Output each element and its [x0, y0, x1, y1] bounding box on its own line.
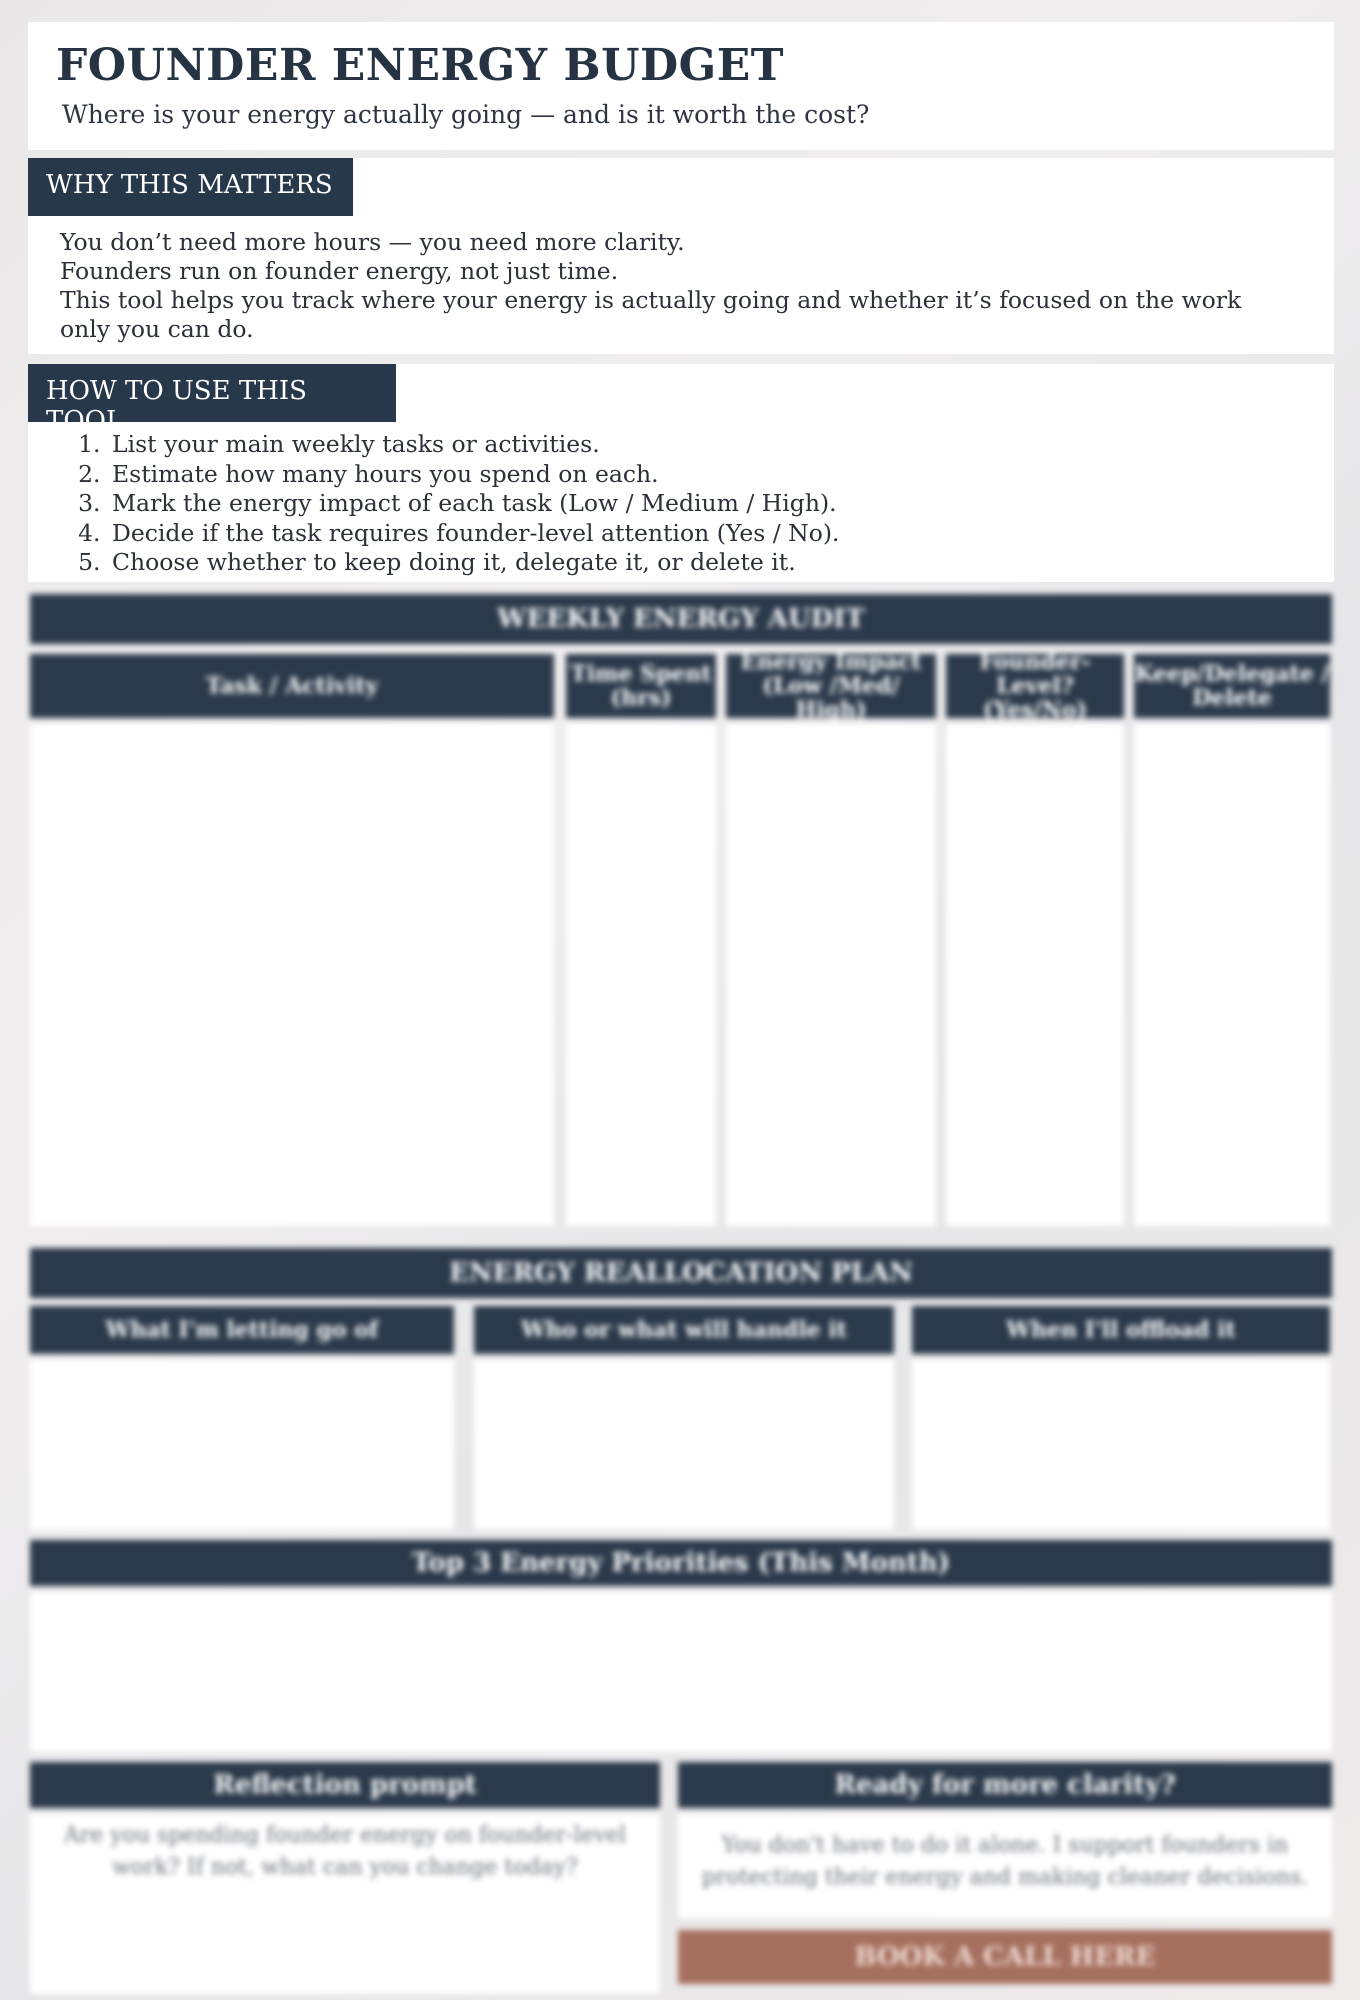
audit-col-action: Keep/Delegate / Delete	[1134, 654, 1330, 718]
book-call-button[interactable]: BOOK A CALL HERE	[678, 1930, 1332, 1984]
audit-col-time: Time Spent (hrs)	[566, 654, 716, 718]
realloc-col-handler: Who or what will handle it	[474, 1306, 894, 1354]
priorities-cell[interactable]	[30, 1592, 1332, 1752]
why-line: This tool helps you track where your energy is actually going and whether it’s focused on the work only you can do.	[60, 286, 1242, 343]
how-heading: HOW TO USE THIS TOOL	[28, 364, 396, 422]
priorities-title-bar: Top 3 Energy Priorities (This Month)	[30, 1540, 1332, 1586]
audit-founder-level-cell[interactable]	[946, 724, 1124, 1226]
header-card	[28, 22, 1334, 150]
audit-energy-cell[interactable]	[726, 724, 936, 1226]
page-subtitle: Where is your energy actually going — and is it worth the cost?	[62, 100, 870, 129]
realloc-col-letting-go: What I'm letting go of	[30, 1306, 454, 1354]
how-step: 2. Estimate how many hours you spend on each.	[108, 460, 840, 490]
audit-col-task: Task / Activity	[30, 654, 554, 718]
realloc-handler-cell[interactable]	[474, 1360, 894, 1530]
clarity-text: You don't have to do it alone. I support founders in protecting their energy and making cleaner decisions.	[701, 1833, 1309, 1890]
why-line: Founders run on founder energy, not just time.	[60, 257, 619, 285]
audit-time-cell[interactable]	[566, 724, 716, 1226]
page-title: FOUNDER ENERGY BUDGET	[56, 40, 784, 91]
why-body	[60, 228, 1274, 344]
audit-col-founder-level: Founder-Level? (Yes/No)	[946, 654, 1124, 718]
audit-task-cell[interactable]	[30, 724, 554, 1226]
how-steps-list	[108, 430, 840, 578]
how-step: 5. Choose whether to keep doing it, delegate it, or delete it.	[108, 548, 840, 578]
why-line: You don’t need more hours — you need more clarity.	[60, 228, 685, 256]
audit-col-energy: Energy Impact (Low /Med/ High)	[726, 654, 936, 718]
realloc-when-cell[interactable]	[912, 1360, 1330, 1530]
reflection-text: Are you spending founder energy on founder-level work? If not, what can you change today?	[63, 1823, 627, 1880]
realloc-col-when: When I'll offload it	[912, 1306, 1330, 1354]
how-step: 3. Mark the energy impact of each task (Low / Medium / High).	[108, 489, 840, 519]
audit-title-bar: WEEKLY ENERGY AUDIT	[30, 594, 1332, 644]
how-step: 1. List your main weekly tasks or activities.	[108, 430, 840, 460]
how-section	[28, 364, 1334, 582]
audit-action-cell[interactable]	[1134, 724, 1330, 1226]
realloc-title-bar: ENERGY REALLOCATION PLAN	[30, 1248, 1332, 1298]
why-heading: WHY THIS MATTERS	[28, 158, 353, 216]
reflection-title-bar: Reflection prompt	[30, 1762, 660, 1808]
how-step: 4. Decide if the task requires founder-level attention (Yes / No).	[108, 519, 840, 549]
clarity-title-bar: Ready for more clarity?	[678, 1762, 1332, 1808]
why-section	[28, 158, 1334, 354]
realloc-letting-go-cell[interactable]	[30, 1360, 454, 1530]
